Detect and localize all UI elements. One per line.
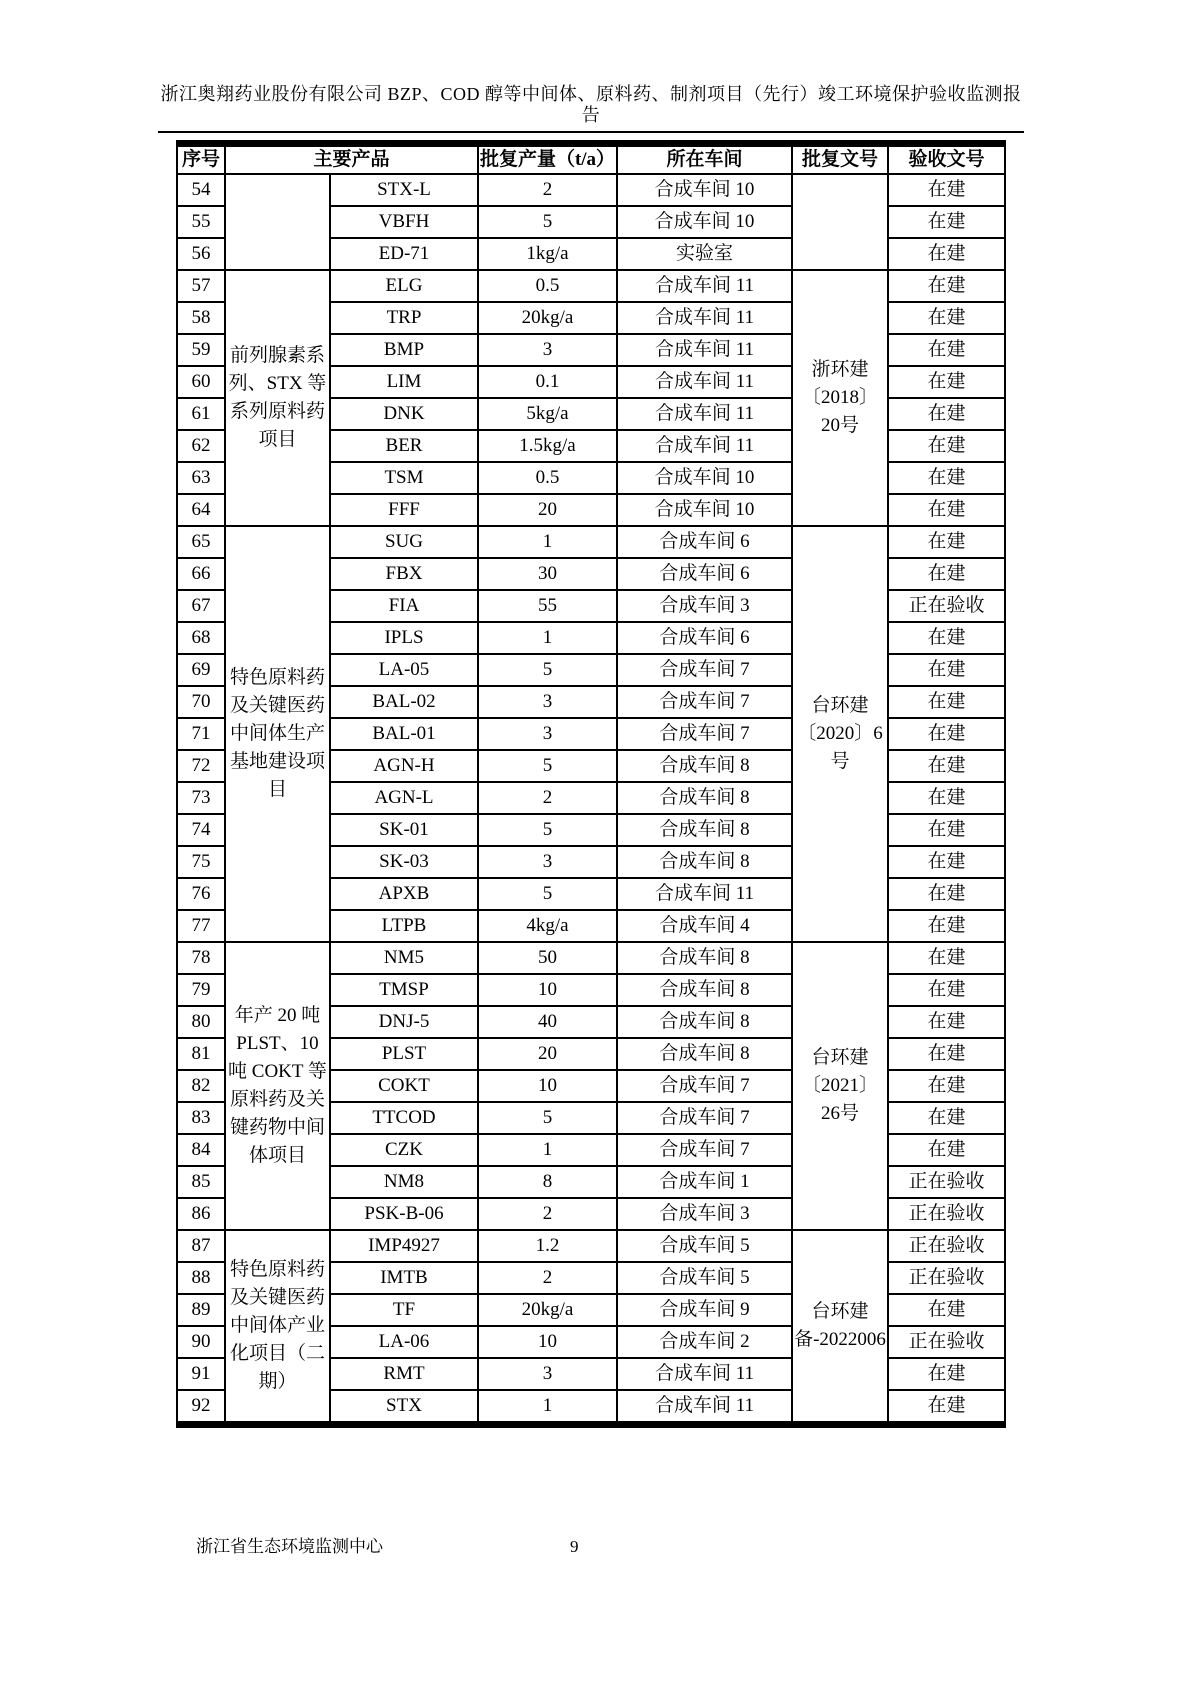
cell-product: LIM bbox=[330, 366, 478, 398]
cell-seq: 89 bbox=[177, 1294, 225, 1326]
cell-acceptance-doc: 正在验收 bbox=[888, 1326, 1005, 1358]
cell-seq: 91 bbox=[177, 1358, 225, 1390]
cell-workshop: 合成车间 6 bbox=[617, 622, 792, 654]
cell-product: FFF bbox=[330, 494, 478, 526]
cell-acceptance-doc: 在建 bbox=[888, 1070, 1005, 1102]
cell-capacity: 1 bbox=[478, 526, 617, 558]
cell-capacity: 4kg/a bbox=[478, 910, 617, 942]
cell-capacity: 20kg/a bbox=[478, 1294, 617, 1326]
cell-workshop: 合成车间 7 bbox=[617, 686, 792, 718]
cell-capacity: 1 bbox=[478, 1134, 617, 1166]
cell-project-group: 前列腺素系列、STX 等系列原料药项目 bbox=[225, 270, 330, 526]
cell-seq: 57 bbox=[177, 270, 225, 302]
cell-seq: 63 bbox=[177, 462, 225, 494]
cell-capacity: 20 bbox=[478, 1038, 617, 1070]
cell-seq: 85 bbox=[177, 1166, 225, 1198]
cell-seq: 60 bbox=[177, 366, 225, 398]
cell-acceptance-doc: 在建 bbox=[888, 622, 1005, 654]
cell-project-group: 年产 20 吨 PLST、10 吨 COKT 等原料药及关键药物中间体项目 bbox=[225, 942, 330, 1230]
cell-workshop: 合成车间 8 bbox=[617, 942, 792, 974]
col-header-seq: 序号 bbox=[177, 144, 225, 175]
cell-product: IMP4927 bbox=[330, 1230, 478, 1262]
cell-seq: 92 bbox=[177, 1390, 225, 1425]
cell-acceptance-doc: 正在验收 bbox=[888, 1166, 1005, 1198]
report-title bbox=[158, 84, 1024, 126]
table-row bbox=[177, 526, 1005, 558]
cell-acceptance-doc: 在建 bbox=[888, 1134, 1005, 1166]
page-number: 9 bbox=[570, 1537, 579, 1556]
cell-seq: 70 bbox=[177, 686, 225, 718]
cell-project-group: 特色原料药及关键医药中间体产业化项目（二期） bbox=[225, 1230, 330, 1425]
cell-workshop: 合成车间 7 bbox=[617, 718, 792, 750]
cell-seq: 87 bbox=[177, 1230, 225, 1262]
cell-product: PLST bbox=[330, 1038, 478, 1070]
cell-capacity: 5 bbox=[478, 750, 617, 782]
cell-capacity: 2 bbox=[478, 174, 617, 206]
cell-acceptance-doc: 在建 bbox=[888, 430, 1005, 462]
cell-acceptance-doc: 在建 bbox=[888, 270, 1005, 302]
cell-acceptance-doc: 在建 bbox=[888, 878, 1005, 910]
cell-project-group bbox=[225, 174, 330, 270]
cell-approval-doc: 台环建〔2021〕26号 bbox=[792, 942, 888, 1230]
cell-product: TRP bbox=[330, 302, 478, 334]
cell-acceptance-doc: 在建 bbox=[888, 942, 1005, 974]
cell-seq: 83 bbox=[177, 1102, 225, 1134]
cell-workshop: 合成车间 3 bbox=[617, 590, 792, 622]
cell-product: PSK-B-06 bbox=[330, 1198, 478, 1230]
cell-seq: 84 bbox=[177, 1134, 225, 1166]
cell-seq: 74 bbox=[177, 814, 225, 846]
cell-acceptance-doc: 在建 bbox=[888, 462, 1005, 494]
cell-capacity: 55 bbox=[478, 590, 617, 622]
cell-product: TSM bbox=[330, 462, 478, 494]
products-table bbox=[176, 140, 1006, 1428]
cell-seq: 54 bbox=[177, 174, 225, 206]
cell-product: LTPB bbox=[330, 910, 478, 942]
footer-organization: 浙江省生态环境监测中心 bbox=[196, 1537, 383, 1556]
cell-acceptance-doc: 在建 bbox=[888, 782, 1005, 814]
cell-product: FIA bbox=[330, 590, 478, 622]
cell-acceptance-doc: 在建 bbox=[888, 1038, 1005, 1070]
cell-seq: 68 bbox=[177, 622, 225, 654]
cell-workshop: 实验室 bbox=[617, 238, 792, 270]
cell-capacity: 3 bbox=[478, 718, 617, 750]
cell-workshop: 合成车间 10 bbox=[617, 462, 792, 494]
cell-acceptance-doc: 在建 bbox=[888, 366, 1005, 398]
cell-workshop: 合成车间 7 bbox=[617, 1070, 792, 1102]
col-header-capacity: 批复产量（t/a） bbox=[478, 144, 617, 175]
cell-acceptance-doc: 在建 bbox=[888, 654, 1005, 686]
cell-project-group: 特色原料药及关键医药中间体生产基地建设项目 bbox=[225, 526, 330, 942]
cell-capacity: 2 bbox=[478, 782, 617, 814]
cell-product: TTCOD bbox=[330, 1102, 478, 1134]
cell-product: TMSP bbox=[330, 974, 478, 1006]
cell-workshop: 合成车间 11 bbox=[617, 398, 792, 430]
cell-acceptance-doc: 在建 bbox=[888, 814, 1005, 846]
cell-seq: 79 bbox=[177, 974, 225, 1006]
cell-acceptance-doc: 正在验收 bbox=[888, 590, 1005, 622]
cell-seq: 69 bbox=[177, 654, 225, 686]
cell-workshop: 合成车间 6 bbox=[617, 558, 792, 590]
cell-acceptance-doc: 在建 bbox=[888, 526, 1005, 558]
cell-workshop: 合成车间 10 bbox=[617, 206, 792, 238]
cell-acceptance-doc: 在建 bbox=[888, 302, 1005, 334]
cell-capacity: 10 bbox=[478, 1070, 617, 1102]
cell-seq: 75 bbox=[177, 846, 225, 878]
cell-acceptance-doc: 在建 bbox=[888, 206, 1005, 238]
cell-product: IMTB bbox=[330, 1262, 478, 1294]
cell-product: BAL-01 bbox=[330, 718, 478, 750]
cell-capacity: 3 bbox=[478, 1358, 617, 1390]
cell-product: RMT bbox=[330, 1358, 478, 1390]
table-row bbox=[177, 1230, 1005, 1262]
report-title-line-1: 浙江奥翔药业股份有限公司 BZP、COD 醇等中间体、原料药、制剂项目（先行）竣工环境保护验收监测报 bbox=[160, 84, 1022, 104]
cell-workshop: 合成车间 7 bbox=[617, 1134, 792, 1166]
cell-workshop: 合成车间 8 bbox=[617, 1038, 792, 1070]
cell-acceptance-doc: 在建 bbox=[888, 238, 1005, 270]
cell-product: LA-05 bbox=[330, 654, 478, 686]
cell-acceptance-doc: 在建 bbox=[888, 334, 1005, 366]
col-header-approval-doc: 批复文号 bbox=[792, 144, 888, 175]
col-header-acceptance-doc: 验收文号 bbox=[888, 144, 1005, 175]
cell-capacity: 40 bbox=[478, 1006, 617, 1038]
cell-capacity: 5 bbox=[478, 878, 617, 910]
cell-product: SK-01 bbox=[330, 814, 478, 846]
cell-workshop: 合成车间 11 bbox=[617, 270, 792, 302]
cell-seq: 58 bbox=[177, 302, 225, 334]
cell-workshop: 合成车间 6 bbox=[617, 526, 792, 558]
cell-capacity: 3 bbox=[478, 334, 617, 366]
cell-capacity: 10 bbox=[478, 974, 617, 1006]
cell-seq: 66 bbox=[177, 558, 225, 590]
cell-acceptance-doc: 正在验收 bbox=[888, 1262, 1005, 1294]
cell-workshop: 合成车间 11 bbox=[617, 366, 792, 398]
cell-product: NM5 bbox=[330, 942, 478, 974]
cell-product: COKT bbox=[330, 1070, 478, 1102]
cell-product: CZK bbox=[330, 1134, 478, 1166]
cell-product: ELG bbox=[330, 270, 478, 302]
cell-workshop: 合成车间 8 bbox=[617, 782, 792, 814]
cell-capacity: 3 bbox=[478, 846, 617, 878]
cell-approval-doc: 台环建备-2022006 bbox=[792, 1230, 888, 1425]
cell-seq: 61 bbox=[177, 398, 225, 430]
cell-acceptance-doc: 在建 bbox=[888, 974, 1005, 1006]
cell-product: APXB bbox=[330, 878, 478, 910]
cell-capacity: 30 bbox=[478, 558, 617, 590]
cell-seq: 62 bbox=[177, 430, 225, 462]
cell-workshop: 合成车间 11 bbox=[617, 1390, 792, 1425]
cell-workshop: 合成车间 11 bbox=[617, 334, 792, 366]
cell-acceptance-doc: 在建 bbox=[888, 750, 1005, 782]
cell-capacity: 8 bbox=[478, 1166, 617, 1198]
cell-product: AGN-L bbox=[330, 782, 478, 814]
cell-capacity: 5 bbox=[478, 654, 617, 686]
cell-product: BMP bbox=[330, 334, 478, 366]
cell-workshop: 合成车间 10 bbox=[617, 494, 792, 526]
cell-capacity: 0.5 bbox=[478, 270, 617, 302]
cell-capacity: 20 bbox=[478, 494, 617, 526]
cell-capacity: 1kg/a bbox=[478, 238, 617, 270]
cell-product: STX bbox=[330, 1390, 478, 1425]
cell-seq: 56 bbox=[177, 238, 225, 270]
cell-acceptance-doc: 在建 bbox=[888, 1390, 1005, 1425]
cell-seq: 72 bbox=[177, 750, 225, 782]
table-body bbox=[177, 174, 1005, 1425]
table-row bbox=[177, 174, 1005, 206]
cell-capacity: 0.1 bbox=[478, 366, 617, 398]
table-row bbox=[177, 942, 1005, 974]
cell-seq: 82 bbox=[177, 1070, 225, 1102]
cell-acceptance-doc: 在建 bbox=[888, 558, 1005, 590]
cell-seq: 86 bbox=[177, 1198, 225, 1230]
cell-workshop: 合成车间 8 bbox=[617, 1006, 792, 1038]
cell-seq: 77 bbox=[177, 910, 225, 942]
cell-acceptance-doc: 在建 bbox=[888, 846, 1005, 878]
cell-seq: 90 bbox=[177, 1326, 225, 1358]
cell-approval-doc: 台环建〔2020〕6 号 bbox=[792, 526, 888, 942]
cell-workshop: 合成车间 7 bbox=[617, 654, 792, 686]
cell-capacity: 2 bbox=[478, 1198, 617, 1230]
cell-seq: 73 bbox=[177, 782, 225, 814]
cell-seq: 65 bbox=[177, 526, 225, 558]
cell-workshop: 合成车间 11 bbox=[617, 430, 792, 462]
report-title-line-2: 告 bbox=[581, 105, 601, 125]
cell-acceptance-doc: 在建 bbox=[888, 174, 1005, 206]
cell-workshop: 合成车间 8 bbox=[617, 814, 792, 846]
cell-approval-doc bbox=[792, 174, 888, 270]
cell-product: BAL-02 bbox=[330, 686, 478, 718]
cell-seq: 80 bbox=[177, 1006, 225, 1038]
cell-workshop: 合成车间 4 bbox=[617, 910, 792, 942]
cell-seq: 59 bbox=[177, 334, 225, 366]
cell-workshop: 合成车间 8 bbox=[617, 846, 792, 878]
cell-product: NM8 bbox=[330, 1166, 478, 1198]
cell-capacity: 5 bbox=[478, 1102, 617, 1134]
cell-acceptance-doc: 正在验收 bbox=[888, 1198, 1005, 1230]
cell-capacity: 1 bbox=[478, 1390, 617, 1425]
cell-product: BER bbox=[330, 430, 478, 462]
cell-capacity: 3 bbox=[478, 686, 617, 718]
cell-product: TF bbox=[330, 1294, 478, 1326]
cell-capacity: 50 bbox=[478, 942, 617, 974]
cell-seq: 88 bbox=[177, 1262, 225, 1294]
cell-acceptance-doc: 在建 bbox=[888, 686, 1005, 718]
cell-capacity: 1.5kg/a bbox=[478, 430, 617, 462]
cell-seq: 81 bbox=[177, 1038, 225, 1070]
cell-product: IPLS bbox=[330, 622, 478, 654]
cell-seq: 71 bbox=[177, 718, 225, 750]
cell-workshop: 合成车间 8 bbox=[617, 750, 792, 782]
cell-workshop: 合成车间 9 bbox=[617, 1294, 792, 1326]
page-content bbox=[158, 0, 1024, 1558]
cell-capacity: 5kg/a bbox=[478, 398, 617, 430]
cell-workshop: 合成车间 8 bbox=[617, 974, 792, 1006]
cell-acceptance-doc: 在建 bbox=[888, 718, 1005, 750]
cell-capacity: 5 bbox=[478, 814, 617, 846]
cell-workshop: 合成车间 1 bbox=[617, 1166, 792, 1198]
cell-capacity: 5 bbox=[478, 206, 617, 238]
cell-capacity: 2 bbox=[478, 1262, 617, 1294]
cell-acceptance-doc: 在建 bbox=[888, 1102, 1005, 1134]
header-rule bbox=[158, 131, 1024, 133]
cell-product: AGN-H bbox=[330, 750, 478, 782]
table-header-row bbox=[177, 144, 1005, 175]
cell-workshop: 合成车间 2 bbox=[617, 1326, 792, 1358]
cell-workshop: 合成车间 5 bbox=[617, 1262, 792, 1294]
cell-product: FBX bbox=[330, 558, 478, 590]
cell-seq: 55 bbox=[177, 206, 225, 238]
cell-workshop: 合成车间 10 bbox=[617, 174, 792, 206]
cell-acceptance-doc: 正在验收 bbox=[888, 1230, 1005, 1262]
cell-seq: 64 bbox=[177, 494, 225, 526]
cell-product: SUG bbox=[330, 526, 478, 558]
cell-product: DNK bbox=[330, 398, 478, 430]
cell-product: LA-06 bbox=[330, 1326, 478, 1358]
cell-workshop: 合成车间 3 bbox=[617, 1198, 792, 1230]
cell-seq: 76 bbox=[177, 878, 225, 910]
cell-seq: 78 bbox=[177, 942, 225, 974]
cell-product: VBFH bbox=[330, 206, 478, 238]
cell-acceptance-doc: 在建 bbox=[888, 1294, 1005, 1326]
page-footer bbox=[158, 1536, 1024, 1558]
cell-product: SK-03 bbox=[330, 846, 478, 878]
cell-capacity: 1 bbox=[478, 622, 617, 654]
cell-workshop: 合成车间 11 bbox=[617, 878, 792, 910]
cell-acceptance-doc: 在建 bbox=[888, 398, 1005, 430]
cell-seq: 67 bbox=[177, 590, 225, 622]
cell-approval-doc: 浙环建〔2018〕20号 bbox=[792, 270, 888, 526]
cell-workshop: 合成车间 11 bbox=[617, 1358, 792, 1390]
col-header-product: 主要产品 bbox=[225, 144, 478, 175]
cell-product: DNJ-5 bbox=[330, 1006, 478, 1038]
cell-workshop: 合成车间 5 bbox=[617, 1230, 792, 1262]
table-row bbox=[177, 270, 1005, 302]
cell-workshop: 合成车间 7 bbox=[617, 1102, 792, 1134]
cell-product: ED-71 bbox=[330, 238, 478, 270]
cell-acceptance-doc: 在建 bbox=[888, 910, 1005, 942]
cell-acceptance-doc: 在建 bbox=[888, 494, 1005, 526]
cell-capacity: 10 bbox=[478, 1326, 617, 1358]
cell-acceptance-doc: 在建 bbox=[888, 1358, 1005, 1390]
cell-capacity: 0.5 bbox=[478, 462, 617, 494]
cell-capacity: 1.2 bbox=[478, 1230, 617, 1262]
cell-workshop: 合成车间 11 bbox=[617, 302, 792, 334]
cell-capacity: 20kg/a bbox=[478, 302, 617, 334]
cell-product: STX-L bbox=[330, 174, 478, 206]
col-header-workshop: 所在车间 bbox=[617, 144, 792, 175]
cell-acceptance-doc: 在建 bbox=[888, 1006, 1005, 1038]
